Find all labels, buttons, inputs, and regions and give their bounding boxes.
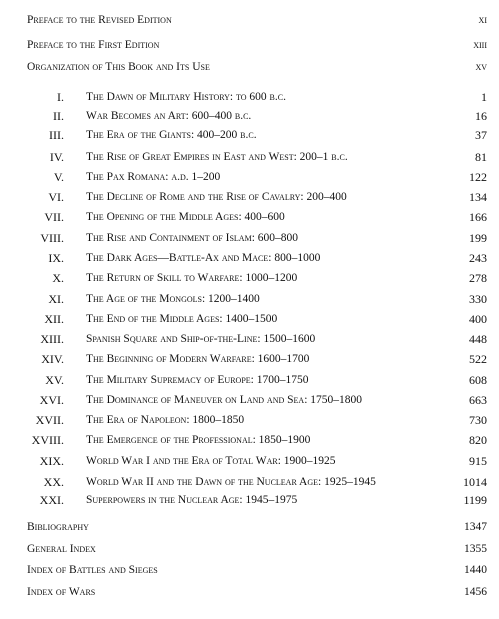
toc-entry-organization [0, 59, 499, 75]
chapter-number: I. [57, 90, 64, 104]
chapter-entry [0, 372, 499, 388]
entry-page: 1355 [464, 543, 487, 555]
chapter-entry [0, 149, 499, 165]
chapter-page: 915 [469, 454, 487, 468]
chapter-page: 448 [469, 332, 487, 346]
chapter-entry [0, 189, 499, 205]
chapter-title: The Beginning of Modern Warfare: 1600–1700 [86, 353, 310, 365]
chapter-number: XIV. [41, 352, 64, 366]
toc-entry-preface-first [0, 37, 499, 53]
entry-title: Preface to the First Edition [27, 39, 160, 51]
chapter-entry [0, 351, 499, 367]
chapter-entry [0, 291, 499, 307]
chapter-number: XVII. [35, 413, 64, 427]
chapter-entry [0, 230, 499, 246]
entry-page: xiii [473, 39, 487, 51]
chapter-page: 134 [469, 190, 487, 204]
entry-title: Bibliography [27, 521, 89, 533]
chapter-number: IX. [48, 251, 64, 265]
chapter-title: The Era of the Giants: 400–200 b.c. [86, 129, 257, 141]
chapter-title: The End of the Middle Ages: 1400–1500 [86, 313, 278, 325]
toc-entry-index-wars [0, 584, 499, 600]
chapter-entry [0, 108, 499, 124]
chapter-title: The Age of the Mongols: 1200–1400 [86, 293, 260, 305]
chapter-page: 243 [469, 251, 487, 265]
chapter-page: 820 [469, 433, 487, 447]
chapter-number: XI. [48, 292, 64, 306]
chapter-number: X. [52, 271, 64, 285]
chapter-entry [0, 412, 499, 428]
chapter-page: 1 [481, 90, 487, 104]
chapter-page: 122 [469, 170, 487, 184]
chapter-title: The Dawn of Military History: to 600 b.c. [86, 91, 286, 103]
chapter-number: XVI. [39, 393, 64, 407]
entry-title: Organization of This Book and Its Use [27, 61, 210, 73]
chapter-entry [0, 311, 499, 327]
chapter-title: War Becomes an Art: 600–400 b.c. [86, 110, 252, 122]
chapter-number: VI. [48, 190, 64, 204]
chapter-number: VIII. [40, 231, 64, 245]
chapter-title: The Dark Ages—Battle-Ax and Mace: 800–1000 [86, 252, 321, 264]
chapter-number: IV. [49, 150, 64, 164]
chapter-page: 522 [469, 352, 487, 366]
chapter-number: V. [53, 170, 64, 184]
chapter-title: World War II and the Dawn of the Nuclear Age: 1925–1945 [86, 476, 376, 488]
chapter-number: III. [49, 128, 64, 142]
entry-page: 1347 [464, 521, 487, 533]
chapter-title: Spanish Square and Ship-of-the-Line: 1500–1600 [86, 333, 316, 345]
toc-entry-general-index [0, 541, 499, 557]
chapter-entry [0, 270, 499, 286]
chapter-entry [0, 331, 499, 347]
chapter-title: Superpowers in the Nuclear Age: 1945–1975 [86, 494, 298, 506]
entry-title: Preface to the Revised Edition [27, 14, 172, 26]
entry-page: 1440 [464, 564, 487, 576]
chapter-page: 400 [469, 312, 487, 326]
chapter-page: 16 [475, 109, 487, 123]
toc-entry-preface-revised [0, 12, 499, 28]
chapter-entry [0, 432, 499, 448]
chapter-entry [0, 89, 499, 105]
chapter-entry [0, 392, 499, 408]
chapter-title: The Opening of the Middle Ages: 400–600 [86, 211, 285, 223]
chapter-entry [0, 453, 499, 469]
chapter-number: XV. [45, 373, 64, 387]
chapter-page: 1199 [463, 493, 487, 507]
chapter-page: 330 [469, 292, 487, 306]
chapter-title: The Pax Romana: a.d. 1–200 [86, 171, 221, 183]
entry-page: xv [475, 61, 487, 73]
chapter-entry [0, 209, 499, 225]
chapter-page: 608 [469, 373, 487, 387]
chapter-title: The Return of Skill to Warfare: 1000–1200 [86, 272, 298, 284]
chapter-number: VII. [44, 210, 64, 224]
chapter-entry [0, 250, 499, 266]
entry-title: Index of Battles and Sieges [27, 564, 158, 576]
chapter-title: The Rise of Great Empires in East and West: 200–1 b.c. [86, 151, 348, 163]
toc-entry-bibliography [0, 519, 499, 535]
chapter-page: 81 [475, 150, 487, 164]
chapter-number: XXI. [39, 493, 64, 507]
entry-page: 1456 [464, 586, 487, 598]
chapter-number: XIX. [39, 454, 64, 468]
chapter-entry [0, 169, 499, 185]
chapter-page: 1014 [463, 475, 487, 489]
chapter-page: 37 [475, 128, 487, 142]
chapter-title: The Dominance of Maneuver on Land and Sea: 1750–1800 [86, 394, 363, 406]
entry-page: xi [478, 14, 487, 26]
chapter-page: 278 [469, 271, 487, 285]
chapter-entry [0, 127, 499, 143]
chapter-page: 166 [469, 210, 487, 224]
chapter-entry [0, 492, 499, 508]
chapter-title: The Era of Napoleon: 1800–1850 [86, 414, 245, 426]
toc-entry-index-battles [0, 562, 499, 578]
chapter-number: XX. [43, 475, 64, 489]
entry-title: Index of Wars [27, 586, 96, 598]
chapter-title: The Rise and Containment of Islam: 600–800 [86, 232, 299, 244]
chapter-number: II. [53, 109, 64, 123]
chapter-title: The Decline of Rome and the Rise of Cavalry: 200–400 [86, 191, 347, 203]
entry-title: General Index [27, 543, 96, 555]
chapter-number: XIII. [40, 332, 64, 346]
chapter-entry [0, 474, 499, 490]
chapter-title: The Emergence of the Professional: 1850–1900 [86, 434, 311, 446]
chapter-page: 199 [469, 231, 487, 245]
chapter-title: The Military Supremacy of Europe: 1700–1750 [86, 374, 309, 386]
chapter-page: 730 [469, 413, 487, 427]
chapter-number: XVIII. [31, 433, 64, 447]
chapter-page: 663 [469, 393, 487, 407]
chapter-number: XII. [44, 312, 64, 326]
chapter-title: World War I and the Era of Total War: 1900–1925 [86, 455, 336, 467]
